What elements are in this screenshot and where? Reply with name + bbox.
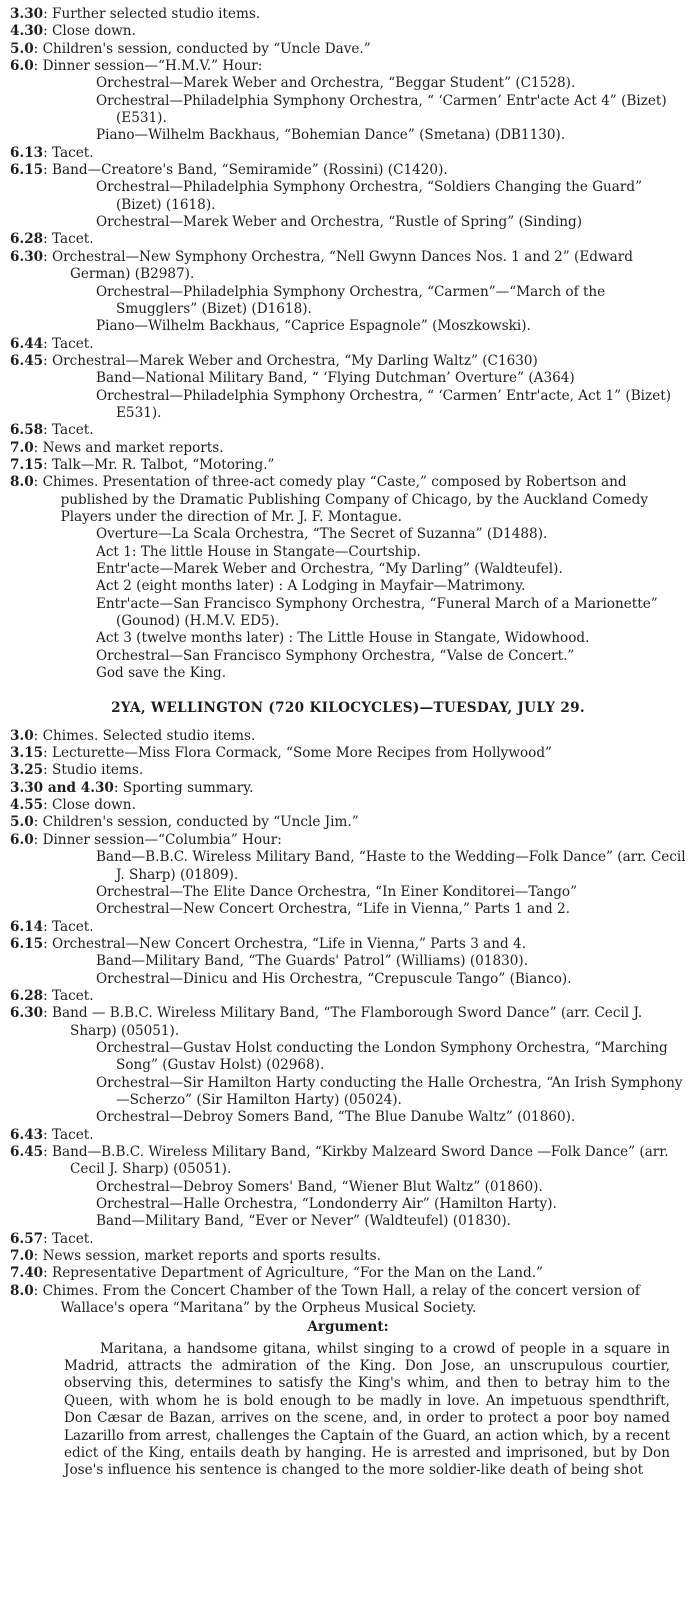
time-separator: :	[33, 727, 43, 744]
argument-title: Argument:	[307, 1319, 389, 1336]
programme-entry	[10, 249, 686, 284]
programme-entry	[10, 1144, 686, 1179]
station-programme-part-2	[10, 728, 686, 1318]
entry-time: 6.30	[10, 248, 44, 265]
entry-time: 8.0	[10, 1282, 34, 1299]
entry-time: 6.30	[10, 1005, 44, 1022]
time-separator: :	[43, 797, 53, 814]
entry-text: Band — B.B.C. Wireless Military Band, “The Flamborough Sword Dance” (arr. Cecil J. Sharp) (05051).	[52, 1005, 643, 1039]
entry-item: Orchestral—Philadelphia Symphony Orchestra, “ ‘Carmen’ Entr'acte, Act 1” (Bizet) E531).	[96, 387, 671, 421]
entry-time: 5.0	[10, 814, 34, 831]
station-heading: 2YA, WELLINGTON (720 KILOCYCLES)—TUESDAY, JULY 29.	[111, 700, 585, 717]
entry-item: Orchestral—Debroy Somers Band, “The Blue Danube Waltz” (01860).	[96, 1109, 576, 1126]
time-separator: :	[43, 335, 53, 352]
entry-time: 6.28	[10, 987, 44, 1004]
entry-text: Children's session, conducted by “Uncle Jim.”	[42, 814, 359, 831]
entry-time: 7.0	[10, 439, 34, 456]
entry-text: Tacet.	[52, 422, 94, 439]
entry-text: Orchestral—Marek Weber and Orchestra, “My Darling Waltz” (C1630)	[52, 352, 538, 369]
entry-item: Orchestral—Philadelphia Symphony Orchestra, “Carmen”—“March of the Smugglers” (Bizet) (D1618).	[96, 283, 606, 317]
programme-entry	[10, 1265, 686, 1282]
programme-entry	[10, 336, 686, 353]
entry-text: Dinner session—“H.M.V.” Hour:	[42, 58, 263, 75]
argument-paragraph: Maritana, a handsome gitana, whilst singing to a crowd of people in a square in Madrid, attracts the admiration of the King. Don Jose, an unscrupulous courtier, observing this, determines to satisfy the King's whim, and then to betray him to the Queen, with whom he is bold enough to be madly in love. An impetuous spendthrift, Don Cæsar de Bazan, arrives on the scene, and, in order to protect a poor boy named Lazarillo from arrest, challenges the Captain of the Guard, an action which, by a recent edict of the King, entails death by hanging. He is arrested and imprisoned, but by Don Jose's influence his sentence is changed to the more soldier-like death of being shot	[64, 1340, 670, 1479]
entry-text: Band—B.B.C. Wireless Military Band, “Kirkby Malzeard Sword Dance —Folk Dance” (arr. Cecil J. Sharp) (05051).	[52, 1144, 669, 1178]
entry-text: Close down.	[52, 797, 136, 814]
entry-time: 3.0	[10, 727, 34, 744]
time-separator: :	[43, 23, 53, 40]
entry-time: 6.58	[10, 422, 44, 439]
entry-text: Chimes. Presentation of three-act comedy play “Caste,” composed by Robertson and published by the Dramatic Publishing Company of Chicago, by the Auckland Comedy Players under the direction of Mr. J. F. Montague.	[42, 474, 649, 525]
entry-item: God save the King.	[96, 665, 227, 682]
entry-time: 7.15	[10, 456, 44, 473]
entry-time: 6.45	[10, 1144, 44, 1160]
entry-item: Orchestral—San Francisco Symphony Orchestra, “Valse de Concert.”	[96, 647, 575, 664]
entry-item: Band—Military Band, “The Guards' Patrol” (Williams) (01830).	[96, 953, 529, 970]
programme-entry	[10, 474, 686, 526]
time-separator: :	[43, 1230, 53, 1247]
entry-text: Tacet.	[52, 1126, 94, 1143]
time-separator: :	[43, 352, 53, 369]
entry-text: Talk—Mr. R. Talbot, “Motoring.”	[52, 456, 275, 473]
time-separator: :	[43, 1265, 53, 1282]
entry-item: Entr'acte—San Francisco Symphony Orchestra, “Funeral March of a Marionette” (Gounod) (H.M.V. ED5).	[96, 595, 658, 630]
entry-text: Chimes. From the Concert Chamber of the Town Hall, a relay of the concert version of Wallace's opera “Maritana” by the Orpheus Musical Society.	[42, 1282, 640, 1317]
entry-time: 4.55	[10, 797, 44, 814]
entry-item: Orchestral—Debroy Somers' Band, “Wiener Blut Waltz” (01860).	[96, 1178, 543, 1195]
programme-entry	[10, 936, 686, 953]
time-separator: :	[33, 439, 43, 456]
entry-text: News session, market reports and sports results.	[42, 1248, 381, 1265]
entry-text: Children's session, conducted by “Uncle Dave.”	[42, 40, 371, 57]
time-separator: :	[33, 814, 43, 831]
entry-item: Band—Military Band, “Ever or Never” (Waldteufel) (01830).	[96, 1213, 511, 1230]
time-separator: :	[33, 58, 43, 75]
programme-entry	[10, 1005, 686, 1040]
entry-item: Orchestral—Halle Orchestra, “Londonderry Air” (Hamilton Harty).	[96, 1196, 557, 1213]
entry-time: 6.45	[10, 352, 44, 369]
station-programme-part-1	[10, 6, 686, 682]
entry-item: Orchestral—Sir Hamilton Harty conducting the Halle Orchestra, “An Irish Symphony—Scherzo” (Sir Hamilton Harty) (05024).	[96, 1074, 683, 1108]
entry-time: 6.0	[10, 58, 34, 75]
entry-text: Dinner session—“Columbia” Hour:	[42, 831, 282, 848]
entry-text: Orchestral—New Symphony Orchestra, “Nell Gwynn Dances Nos. 1 and 2” (Edward German) (B2987).	[52, 248, 633, 283]
programme-entry	[10, 422, 686, 439]
programme-entry	[10, 58, 686, 75]
entry-time: 6.13	[10, 144, 44, 161]
time-separator: :	[33, 831, 43, 848]
entry-text: Orchestral—New Concert Orchestra, “Life in Vienna,” Parts 3 and 4.	[52, 935, 527, 952]
time-separator: :	[43, 1126, 53, 1143]
time-separator: :	[33, 474, 43, 491]
time-separator: :	[43, 162, 53, 179]
entry-item: Orchestral—Philadelphia Symphony Orchestra, “ ‘Carmen’ Entr'acte Act 4” (Bizet) (E531).	[96, 92, 667, 127]
programme-entry	[10, 1127, 686, 1144]
programme-entry	[10, 162, 686, 179]
time-separator: :	[43, 6, 53, 22]
entry-time: 7.0	[10, 1248, 34, 1265]
entry-text: Tacet.	[52, 144, 94, 161]
programme-entry	[10, 745, 686, 762]
entry-text: News and market reports.	[42, 439, 224, 456]
time-separator: :	[33, 1248, 43, 1265]
programme-entry	[10, 6, 686, 23]
time-separator: :	[43, 456, 53, 473]
entry-item: Piano—Wilhelm Backhaus, “Bohemian Dance” (Smetana) (DB1130).	[96, 127, 566, 144]
programme-entry	[10, 1283, 686, 1318]
entry-item: Band—National Military Band, “ ‘Flying Dutchman’ Overture” (A364)	[96, 370, 575, 387]
entry-text: Tacet.	[52, 335, 94, 352]
programme-entry	[10, 762, 686, 779]
entry-time: 5.0	[10, 40, 34, 57]
entry-time: 6.44	[10, 335, 44, 352]
entry-time: 6.15	[10, 162, 44, 179]
programme-entry	[10, 832, 686, 849]
entry-text: Sporting summary.	[122, 779, 254, 796]
entry-text: Chimes. Selected studio items.	[42, 727, 256, 744]
entry-item: Orchestral—The Elite Dance Orchestra, “In Einer Konditorei—Tango”	[96, 883, 578, 900]
entry-item: Overture—La Scala Orchestra, “The Secret of Suzanna” (D1488).	[96, 526, 548, 543]
entry-time: 6.14	[10, 918, 44, 935]
time-separator: :	[43, 745, 53, 762]
programme-entry	[10, 797, 686, 814]
entry-text: Tacet.	[52, 1230, 94, 1247]
programme-entry	[10, 1248, 686, 1265]
entry-item: Act 1: The little House in Stangate—Courtship.	[96, 543, 421, 560]
entry-text: Band—Creatore's Band, “Semiramide” (Rossini) (C1420).	[52, 162, 448, 179]
entry-item: Piano—Wilhelm Backhaus, “Caprice Espagnole” (Moszkowski).	[96, 318, 531, 335]
entry-time: 6.57	[10, 1230, 44, 1247]
entry-time: 6.28	[10, 231, 44, 248]
entry-item: Orchestral—New Concert Orchestra, “Life in Vienna,” Parts 1 and 2.	[96, 901, 570, 918]
entry-text: Further selected studio items.	[52, 6, 261, 22]
entry-item: Entr'acte—Marek Weber and Orchestra, “My Darling” (Waldteufel).	[96, 561, 563, 577]
entry-text: Representative Department of Agriculture, “For the Man on the Land.”	[52, 1265, 543, 1282]
programme-entry	[10, 780, 686, 797]
entry-time: 3.30	[10, 6, 44, 22]
programme-entry	[10, 23, 686, 40]
entry-time: 3.25	[10, 762, 44, 779]
programme-entry	[10, 353, 686, 370]
entry-time: 6.0	[10, 831, 34, 848]
entry-time: 6.43	[10, 1126, 44, 1143]
entry-text: Close down.	[52, 23, 136, 40]
entry-item: Band—B.B.C. Wireless Military Band, “Haste to the Wedding—Folk Dance” (arr. Cecil J. Sharp) (01809).	[96, 849, 686, 883]
entry-item: Orchestral—Gustav Holst conducting the London Symphony Orchestra, “Marching Song” (Gustav Holst) (02968).	[96, 1039, 668, 1074]
entry-time: 6.15	[10, 935, 44, 952]
entry-item: Orchestral—Marek Weber and Orchestra, “Rustle of Spring” (Sinding)	[96, 214, 583, 231]
time-separator: :	[43, 231, 53, 248]
programme-entry	[10, 919, 686, 936]
time-separator: :	[43, 1144, 53, 1160]
time-separator: :	[43, 144, 53, 161]
time-separator: :	[33, 1282, 43, 1299]
entry-text: Tacet.	[52, 987, 94, 1004]
entry-item: Act 2 (eight months later) : A Lodging in Mayfair—Matrimony.	[96, 578, 526, 595]
entry-text: Tacet.	[52, 231, 94, 248]
programme-entry	[10, 231, 686, 248]
entry-time: 7.40	[10, 1265, 44, 1282]
programme-entry	[10, 145, 686, 162]
time-separator: :	[43, 248, 53, 265]
time-separator: :	[43, 987, 53, 1004]
entry-text: Studio items.	[52, 762, 144, 779]
entry-item: Orchestral—Marek Weber and Orchestra, “Beggar Student” (C1528).	[96, 75, 576, 92]
entry-text: Tacet.	[52, 918, 94, 935]
time-separator: :	[43, 918, 53, 935]
programme-entry	[10, 814, 686, 831]
programme-entry	[10, 457, 686, 474]
programme-entry	[10, 988, 686, 1005]
time-separator: :	[33, 40, 43, 57]
entry-time: 3.30 and 4.30	[10, 779, 114, 796]
time-separator: :	[113, 779, 123, 796]
entry-time: 4.30	[10, 23, 44, 40]
time-separator: :	[43, 935, 53, 952]
programme-entry	[10, 41, 686, 58]
entry-item: Orchestral—Philadelphia Symphony Orchestra, “Soldiers Changing the Guard” (Bizet) (1618).	[96, 179, 643, 213]
programme-entry	[10, 440, 686, 457]
time-separator: :	[43, 1005, 53, 1022]
programme-entry	[10, 728, 686, 745]
entry-item: Act 3 (twelve months later) : The Little House in Stangate, Widowhood.	[96, 630, 590, 647]
programme-entry	[10, 1231, 686, 1248]
entry-text: Lecturette—Miss Flora Cormack, “Some More Recipes from Hollywood”	[52, 745, 552, 762]
time-separator: :	[43, 422, 53, 439]
time-separator: :	[43, 762, 53, 779]
entry-item: Orchestral—Dinicu and His Orchestra, “Crepuscule Tango” (Bianco).	[96, 970, 572, 987]
entry-time: 3.15	[10, 745, 44, 762]
entry-time: 8.0	[10, 474, 34, 491]
